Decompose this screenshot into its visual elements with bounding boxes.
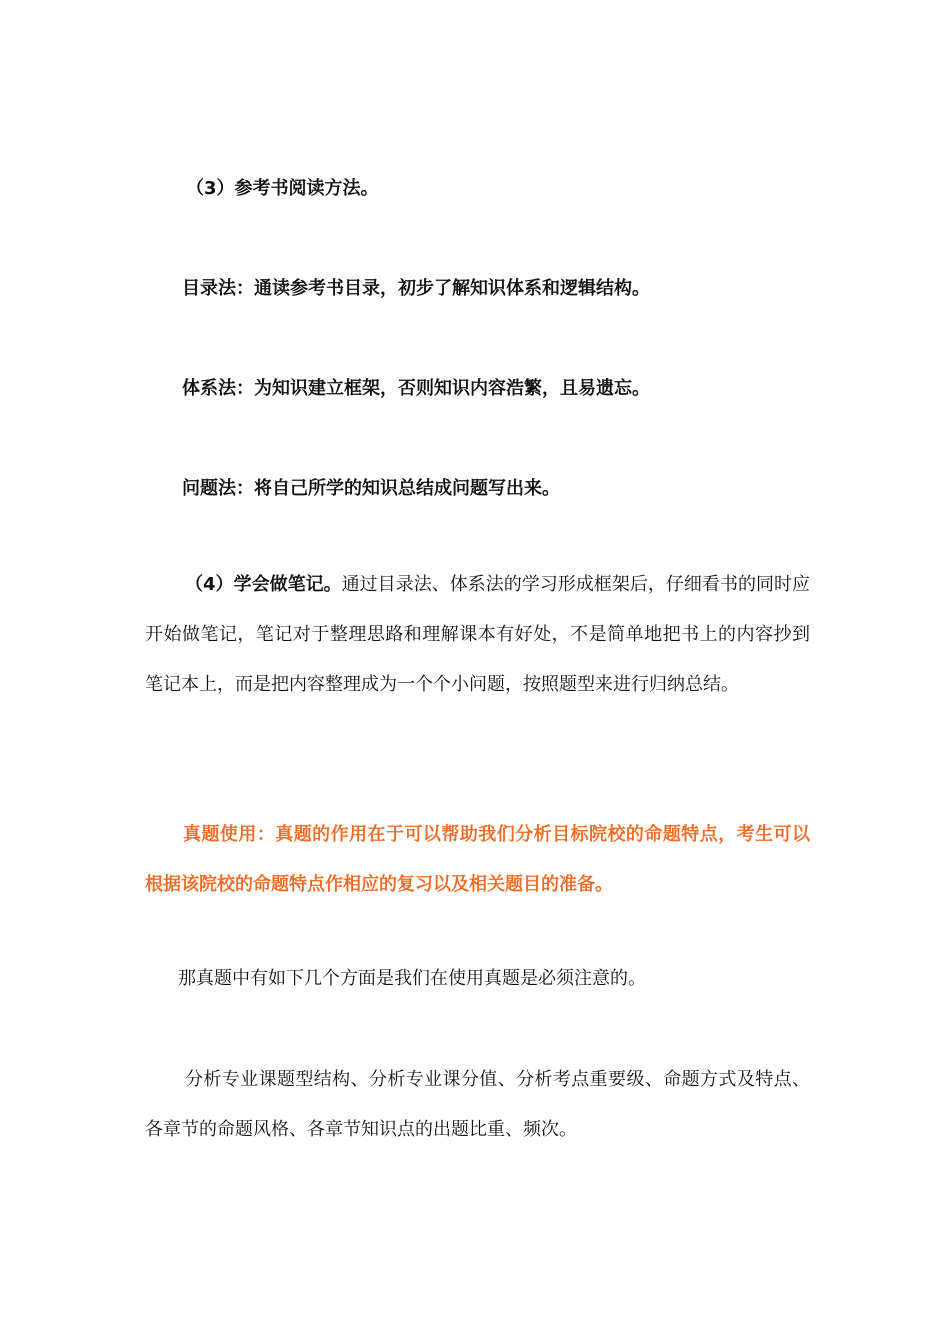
- section-4-heading: （4）学会做笔记。: [185, 574, 342, 595]
- section-3-heading: （3）参考书阅读方法。: [186, 178, 379, 199]
- section-4-paragraph: [145, 560, 810, 710]
- section-4-body: 通过目录法、体系法的学习形成框架后，仔细看书的同时应开始做笔记，笔记对于整理思路和理解课本有好处，不是简单地把书上的内容抄到笔记本上，而是把内容整理成为一个个小问题，按照题型来进行归纳总结。: [145, 574, 810, 695]
- method-directory: 目录法：通读参考书目录，初步了解知识体系和逻辑结构。: [182, 278, 650, 299]
- real-exam-highlight: 真题使用：真题的作用在于可以帮助我们分析目标院校的命题特点，考生可以根据该院校的命题特点作相应的复习以及相关题目的准备。: [145, 824, 810, 895]
- method-question: 问题法：将自己所学的知识总结成问题写出来。: [182, 478, 560, 499]
- aspects-paragraph: 分析专业课题型结构、分析专业课分值、分析考点重要级、命题方式及特点、各章节的命题风格、各章节知识点的出题比重、频次。: [145, 1069, 810, 1140]
- method-system: 体系法：为知识建立框架，否则知识内容浩繁，且易遗忘。: [182, 378, 650, 399]
- notice-text: 那真题中有如下几个方面是我们在使用真题是必须注意的。: [178, 968, 646, 989]
